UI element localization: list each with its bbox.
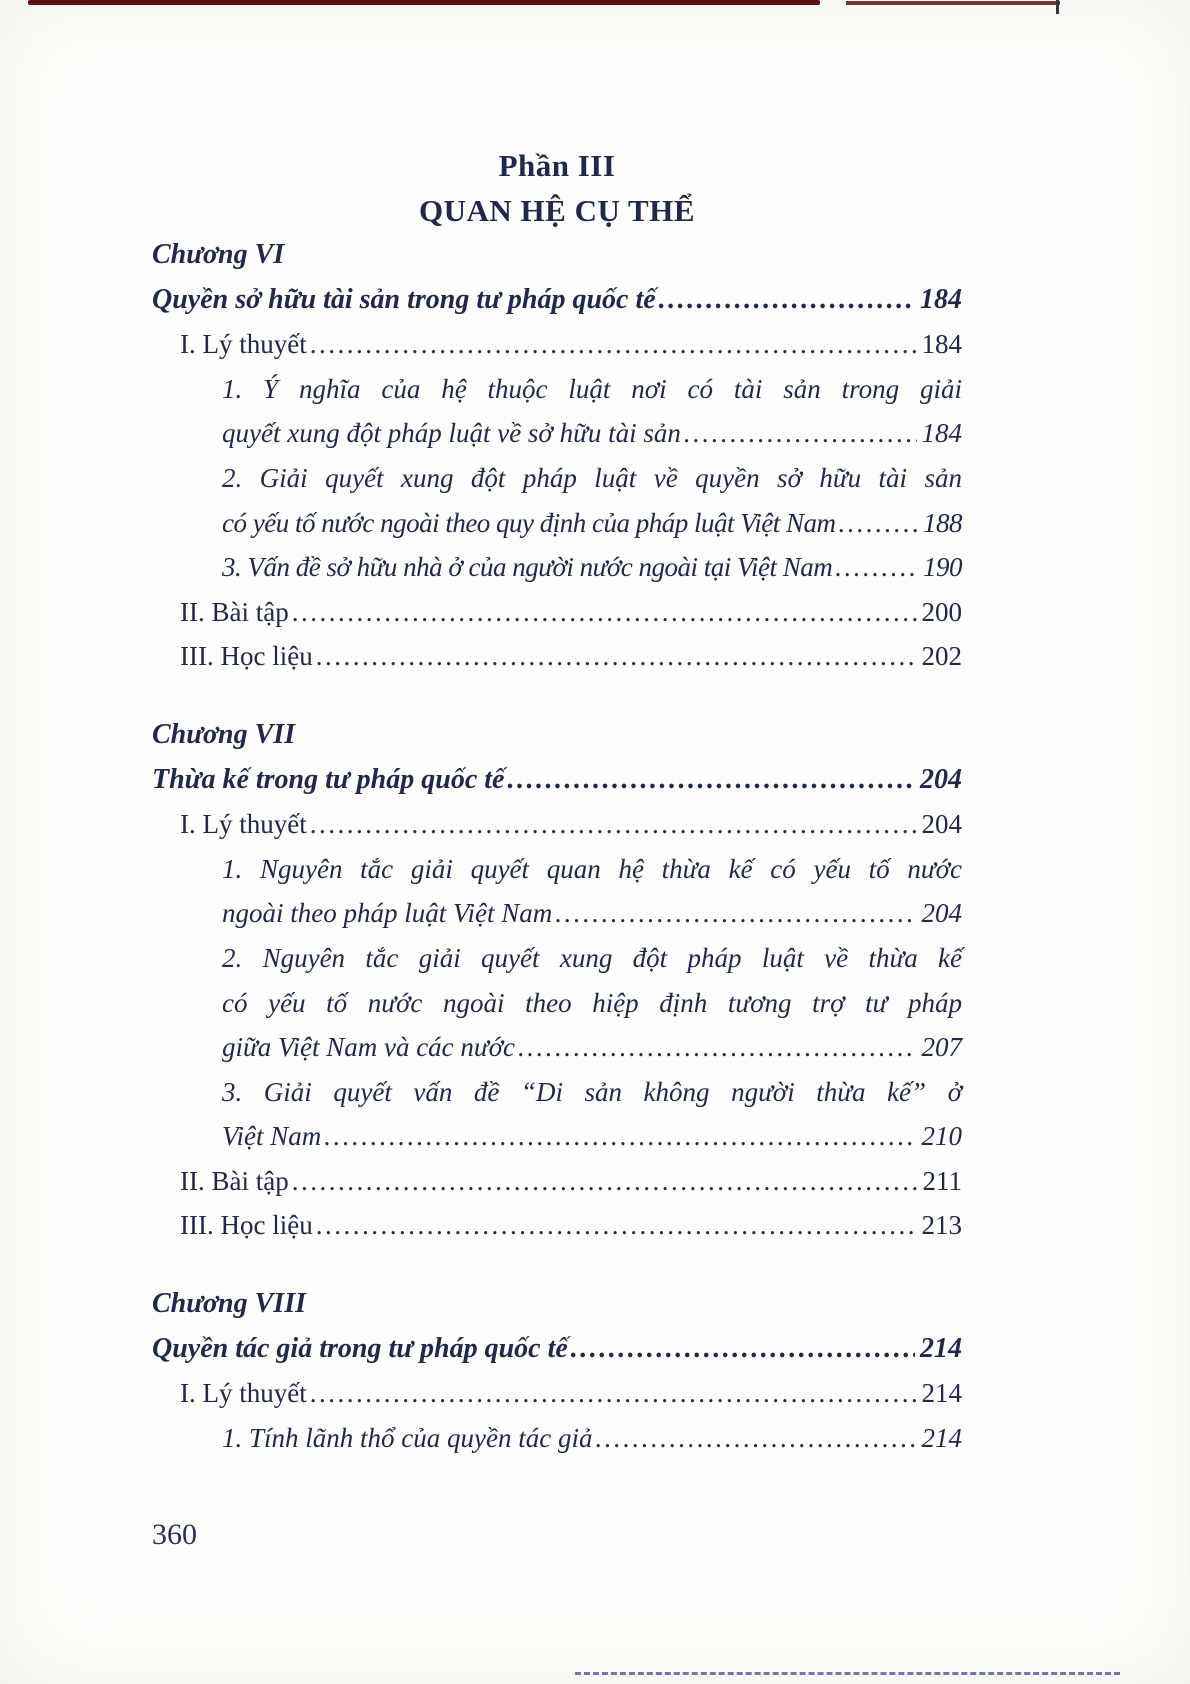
dot-leader: [316, 1203, 917, 1248]
entry-text: 1. Tính lãnh thổ của quyền tác giả: [222, 1422, 593, 1453]
toc-entry: [222, 501, 962, 546]
entry-text: ngoài theo pháp luật Việt Nam: [222, 898, 553, 929]
dot-leader: [555, 891, 916, 936]
chapter-label-text: Chương VI: [152, 239, 285, 270]
entry-text: I. Lý thuyết: [180, 809, 307, 840]
scan-artifact-red-line: [28, 0, 820, 5]
page-number: 204: [920, 763, 962, 795]
page-number: 207: [921, 1032, 962, 1063]
entry-text: I. Lý thuyết: [180, 1378, 307, 1409]
entry-text: II. Bài tập: [180, 596, 289, 627]
dot-leader: [316, 634, 917, 679]
page-number: 214: [920, 1332, 962, 1364]
part-title: QUAN HỆ CỤ THỂ: [419, 193, 695, 228]
scan-artifact-red-line-2: [846, 1, 1060, 5]
dot-leader: [324, 1114, 916, 1159]
page-number: 214: [921, 1422, 962, 1453]
chapter-title: Quyền tác giả trong tư pháp quốc tế: [152, 1332, 568, 1364]
chapter-label-text: Chương VII: [152, 718, 296, 750]
entry-text: I. Lý thuyết: [180, 329, 307, 360]
part-label: Phần III: [498, 148, 616, 183]
page-number: 184: [921, 418, 962, 449]
entry-text: III. Học liệu: [180, 1210, 313, 1241]
page-number: 184: [921, 329, 962, 360]
dot-leader: [292, 1159, 918, 1204]
toc-entry: [180, 1203, 962, 1248]
page-number: 204: [921, 809, 962, 840]
scan-artifact-dashes: [575, 1672, 1120, 1675]
dot-leader: [507, 758, 915, 803]
chapter-title: Thừa kế trong tư pháp quốc tế: [152, 763, 505, 795]
dot-leader: [839, 501, 918, 546]
page-number: 184: [920, 283, 962, 315]
toc-entry-line: 1. Ý nghĩa của hệ thuộc luật nơi có tài sản trong giải: [222, 373, 962, 404]
toc-entry: [180, 590, 962, 635]
toc-entry: [180, 1159, 962, 1204]
toc-entry: [222, 1025, 962, 1070]
dot-leader: [659, 278, 915, 323]
page-number: 190: [923, 552, 962, 583]
toc-entry: [222, 1416, 962, 1461]
chapter-label: [152, 233, 962, 278]
entry-text: III. Học liệu: [180, 641, 313, 672]
footer-page-number: 360: [152, 1518, 197, 1551]
dot-leader: [310, 322, 917, 367]
toc-entry: [222, 891, 962, 936]
page-number: 213: [921, 1210, 962, 1241]
toc-entry: [222, 411, 962, 456]
toc-entry-line: 2. Nguyên tắc giải quyết xung đột pháp luật về thừa kế: [222, 942, 962, 973]
entry-text: giữa Việt Nam và các nước: [222, 1032, 516, 1063]
toc-entry-line: 3. Giải quyết vấn đề “Di sản không người thừa kế” ở: [222, 1076, 962, 1107]
page-number: 200: [921, 596, 962, 627]
toc-entry: [180, 634, 962, 679]
dot-leader: [310, 802, 917, 847]
chapter-title-row: [152, 278, 962, 323]
entry-text: quyết xung đột pháp luật về sở hữu tài sản: [222, 418, 681, 449]
toc-entry: [180, 802, 962, 847]
chapter-title: Quyền sở hữu tài sản trong tư pháp quốc tế: [152, 283, 656, 315]
dot-leader: [292, 590, 917, 635]
page-number: 202: [921, 641, 962, 672]
toc-entry: [180, 322, 962, 367]
scan-artifact-tick: [1056, 0, 1059, 14]
page-number: 188: [923, 507, 962, 538]
chapter-title-row: [152, 758, 962, 803]
chapter-label: [152, 1282, 962, 1327]
chapter-label: [152, 713, 962, 758]
entry-text: có yếu tố nước ngoài theo quy định của pháp luật Việt Nam: [222, 507, 836, 538]
toc-entry: [180, 1371, 962, 1416]
toc-entry-line: 1. Nguyên tắc giải quyết quan hệ thừa kế có yếu tố nước: [222, 853, 962, 884]
dot-leader: [835, 545, 918, 590]
toc-entry-line: 2. Giải quyết xung đột pháp luật về quyền sở hữu tài sản: [222, 462, 962, 493]
page-number: 214: [921, 1378, 962, 1409]
dot-leader: [310, 1371, 917, 1416]
toc-entry: [222, 1114, 962, 1159]
entry-text: 3. Vấn đề sở hữu nhà ở của người nước ngoài tại Việt Nam: [222, 552, 833, 583]
entry-text: Việt Nam: [222, 1121, 322, 1152]
dot-leader: [595, 1416, 916, 1461]
toc-content: [152, 143, 962, 1460]
chapter-label-text: Chương VIII: [152, 1288, 306, 1320]
toc-entry-line: có yếu tố nước ngoài theo hiệp định tương trợ tư pháp: [222, 987, 962, 1018]
chapter-title-row: [152, 1327, 962, 1372]
entry-text: II. Bài tập: [180, 1165, 289, 1196]
page-number: 204: [921, 898, 962, 929]
dot-leader: [571, 1327, 915, 1372]
page-number: 211: [922, 1165, 962, 1196]
dot-leader: [684, 411, 917, 456]
toc-entry: [222, 545, 962, 590]
page-number: 210: [921, 1121, 962, 1152]
dot-leader: [518, 1025, 916, 1070]
